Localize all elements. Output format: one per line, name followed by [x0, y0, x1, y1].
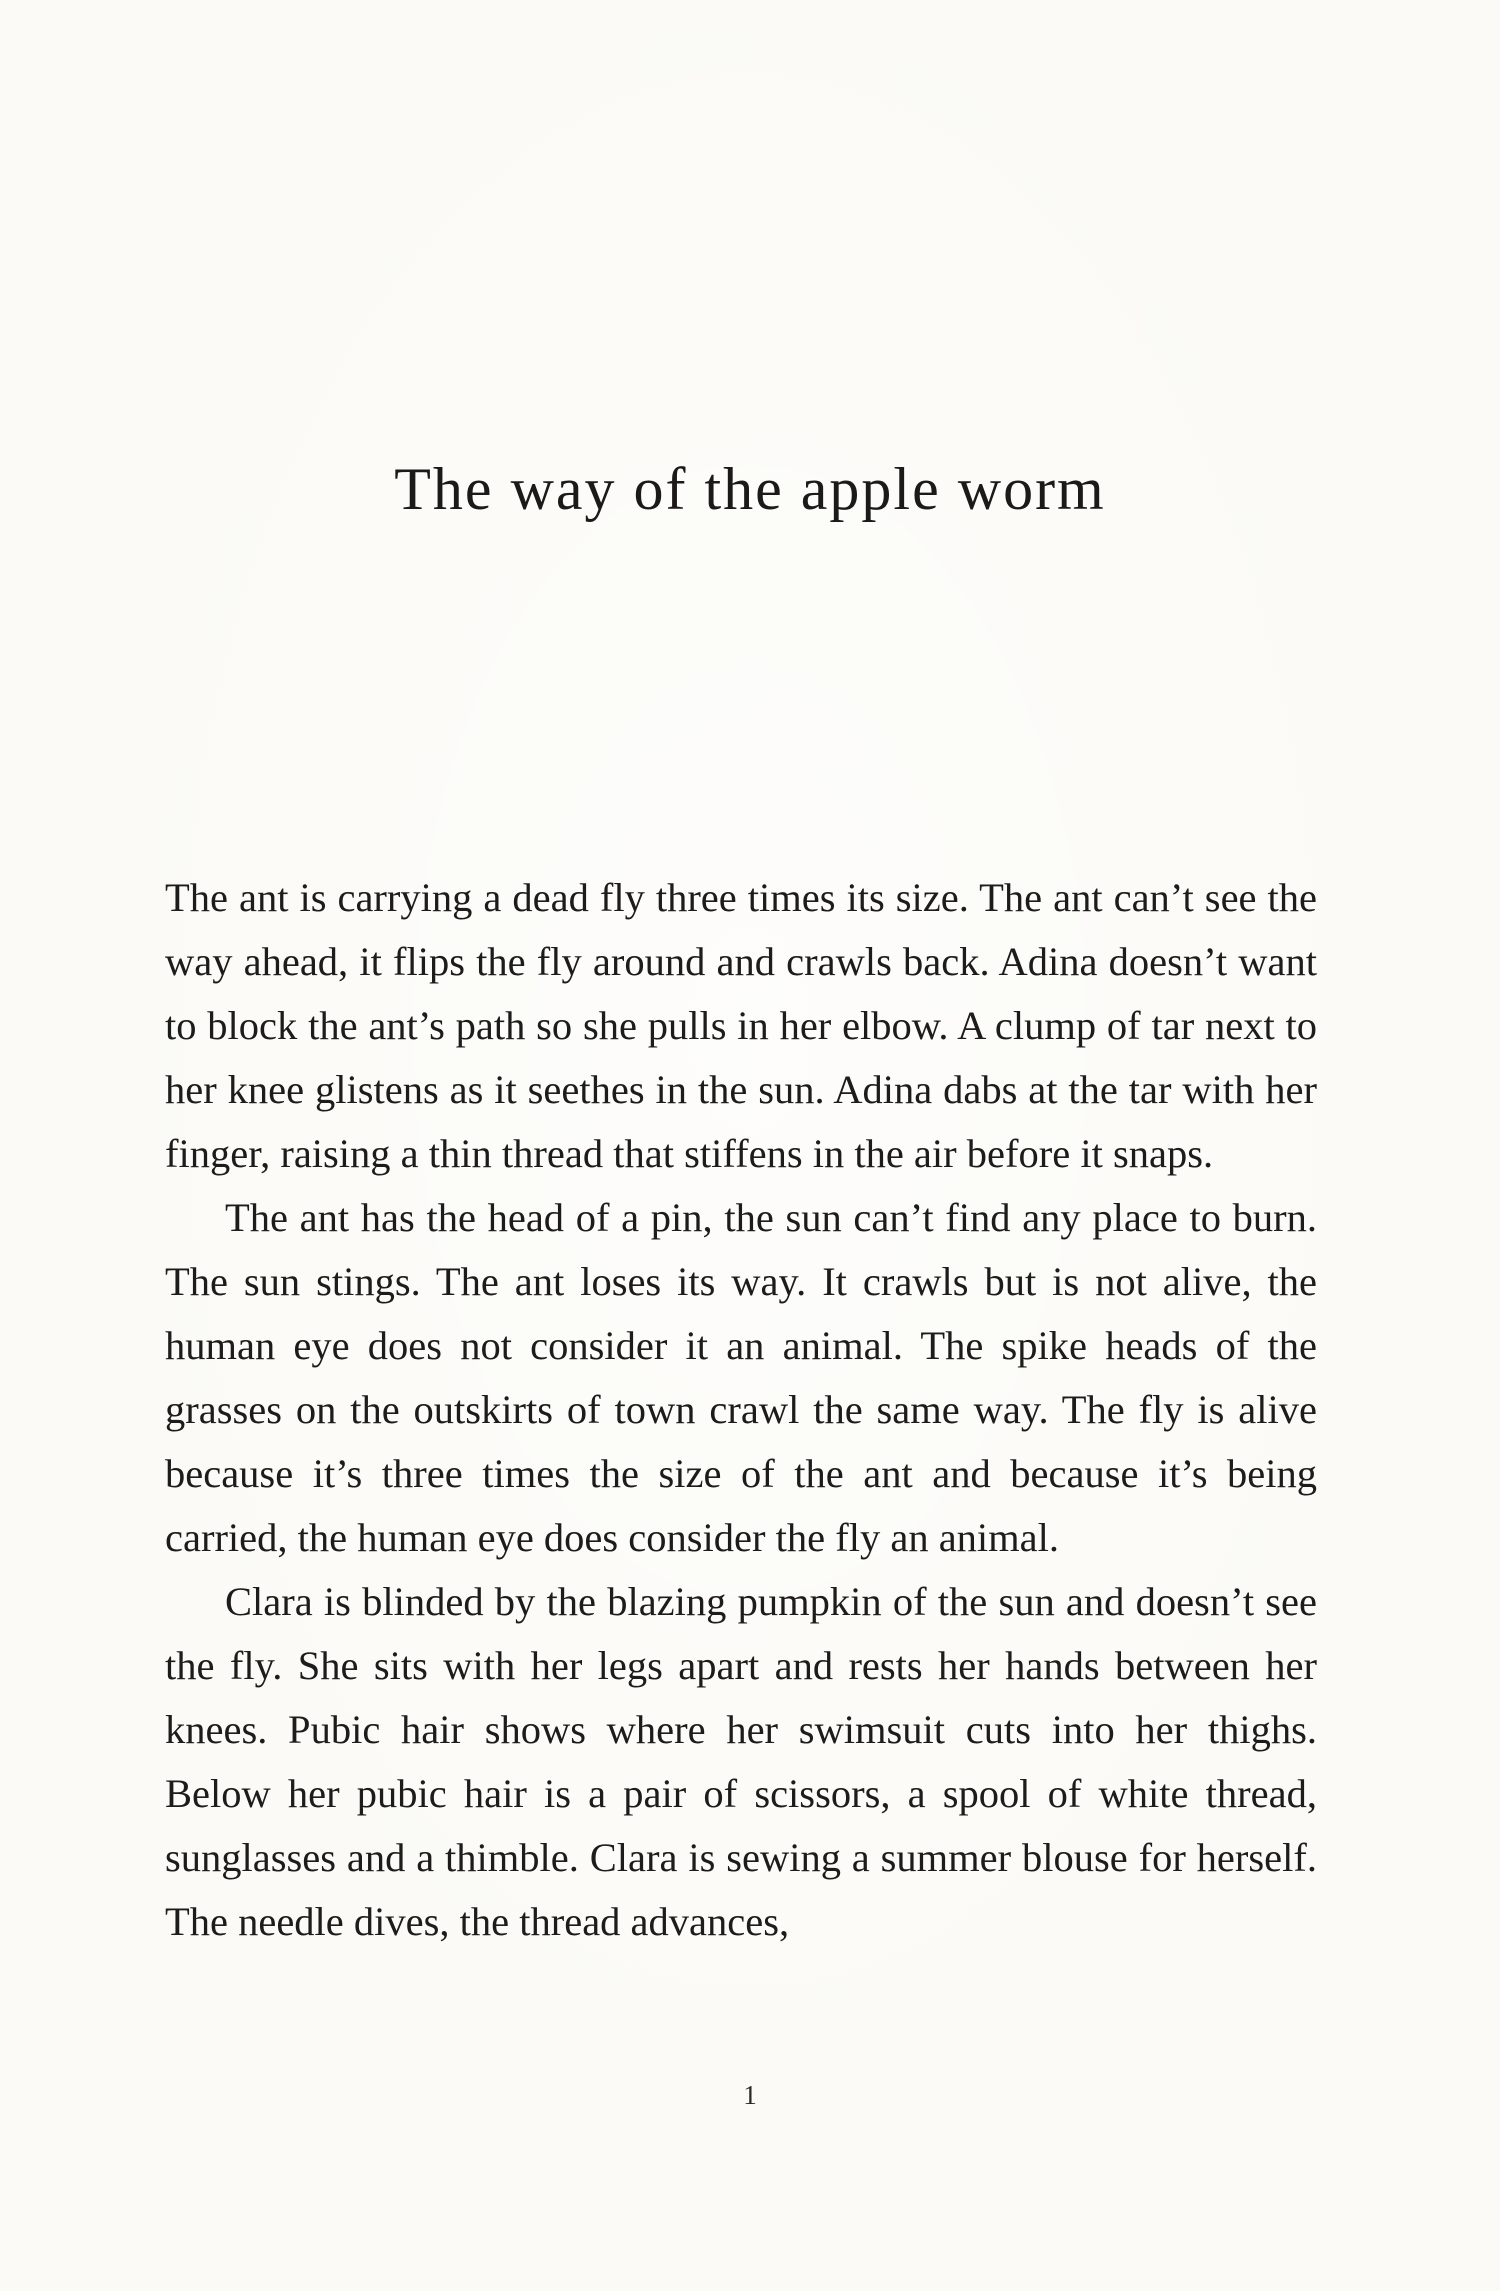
chapter-body [165, 866, 1317, 1954]
chapter-title: The way of the apple worm [394, 456, 1106, 522]
paragraph-3: Clara is blinded by the blazing pumpkin of the sun and doesn’t see the fly. She sits with her legs apart and rests her hands between her knees. Pubic hair shows where her swimsuit cuts into her thighs. Below her pubic hair is a pair of scissors, a spool of white thread, sunglasses and a thimble. Clara is sewing a summer blouse for herself. The needle dives, the thread advances, [165, 1579, 1317, 1944]
page-number: 1 [743, 2080, 757, 2110]
paragraph-1: The ant is carrying a dead fly three times its size. The ant can’t see the way ahead, it flips the fly around and crawls back. Adina doesn’t want to block the ant’s path so she pulls in her elbow. A clump of tar next to her knee glistens as it seethes in the sun. Adina dabs at the tar with her finger, raising a thin thread that stiffens in the air before it snaps. [165, 875, 1317, 1176]
paragraph-2: The ant has the head of a pin, the sun can’t find any place to burn. The sun stings. The ant loses its way. It crawls but is not alive, the human eye does not consider it an animal. The spike heads of the grasses on the outskirts of town crawl the same way. The fly is alive because it’s three times the size of the ant and because it’s being carried, the human eye does consider the fly an animal. [165, 1195, 1317, 1560]
